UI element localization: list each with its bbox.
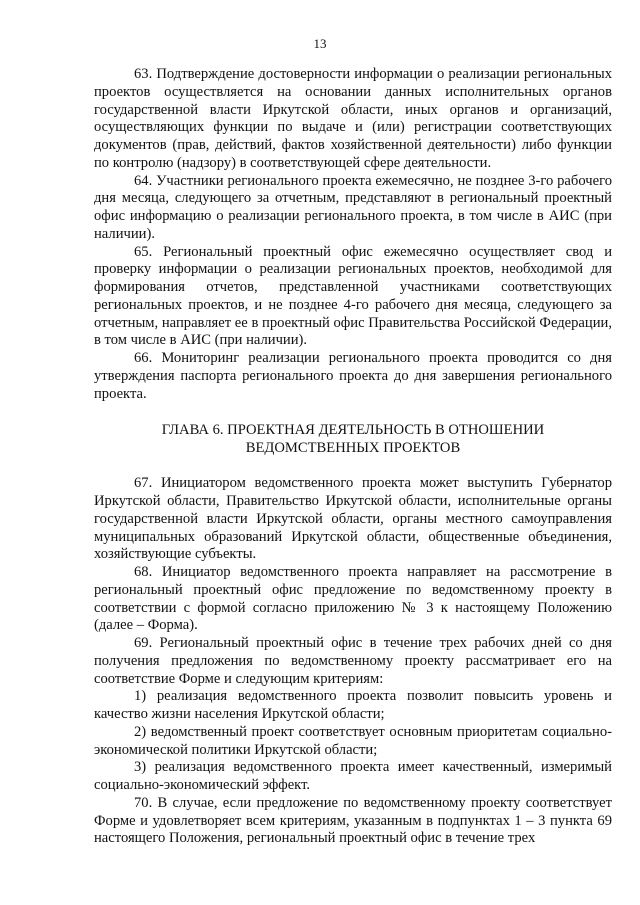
paragraph-63: 63. Подтверждение достоверности информации о реализации региональных проектов осуществляется на основании данных исполнительных органов государственной власти Иркутской области, иных органов и организаций, осуществляющих функции по выдаче и (или) регистрации соответствующих документов (прав, действий, фактов хозяйственной деятельности) либо функции по контролю (надзору) в соответствующей сфере деятельности.: [94, 66, 612, 171]
document-body: [94, 66, 612, 848]
chapter-heading: [94, 421, 612, 457]
criterion-2: 2) ведомственный проект соответствует основным приоритетам социально-экономической политики Иркутской области;: [94, 723, 612, 758]
chapter-heading-line-1: ГЛАВА 6. ПРОЕКТНАЯ ДЕЯТЕЛЬНОСТЬ В ОТНОШЕНИИ: [161, 422, 545, 439]
paragraph-70: 70. В случае, если предложение по ведомственному проекту соответствует Форме и удовлетворяет всем критериям, указанным в подпунктах 1 – 3 пункта 69 настоящего Положения, региональный проектный офис в течение трех: [94, 794, 612, 847]
paragraph-64: 64. Участники регионального проекта ежемесячно, не позднее 3-го рабочего дня месяца, следующего за отчетным, представляют в региональный проектный офис информацию о реализации регионального проекта, в том числе в АИС (при наличии).: [94, 172, 612, 242]
paragraph-65: 65. Региональный проектный офис ежемесячно осуществляет свод и проверку информации о реализации региональных проектов, необходимой для формирования отчетов, представленной участниками соответствующих региональных проектов, и не позднее 4-го рабочего дня месяца, следующего за отчетным, направляет ее в проектный офис Правительства Российской Федерации, в том числе в АИС (при наличии).: [94, 243, 612, 349]
chapter-heading-line-2: ВЕДОМСТВЕННЫХ ПРОЕКТОВ: [245, 440, 461, 457]
paragraph-69: 69. Региональный проектный офис в течение трех рабочих дней со дня получения предложения по ведомственному проекту рассматривает его на соответствие Форме и следующим критериям:: [94, 635, 612, 687]
criterion-1: 1) реализация ведомственного проекта позволит повысить уровень и качество жизни населения Иркутской области;: [94, 688, 612, 722]
criterion-3: 3) реализация ведомственного проекта имеет качественный, измеримый социально-экономический эффект.: [94, 759, 612, 793]
paragraph-66: 66. Мониторинг реализации регионального проекта проводится со дня утверждения паспорта регионального проекта до дня завершения регионального проекта.: [94, 350, 612, 402]
page-number: 13: [313, 36, 327, 51]
paragraph-68: 68. Инициатор ведомственного проекта направляет на рассмотрение в региональный проектный офис предложение по ведомственному проекту в соответствии с формой согласно приложению № 3 к настоящему Положению (далее – Форма).: [94, 564, 612, 634]
paragraph-67: 67. Инициатором ведомственного проекта может выступить Губернатор Иркутской области, Правительство Иркутской области, исполнительные органы государственной власти Иркутской области, органы местного самоуправления муниципальных образований Иркутской области, общественные объединения, хозяйствующие субъекты.: [94, 475, 612, 563]
